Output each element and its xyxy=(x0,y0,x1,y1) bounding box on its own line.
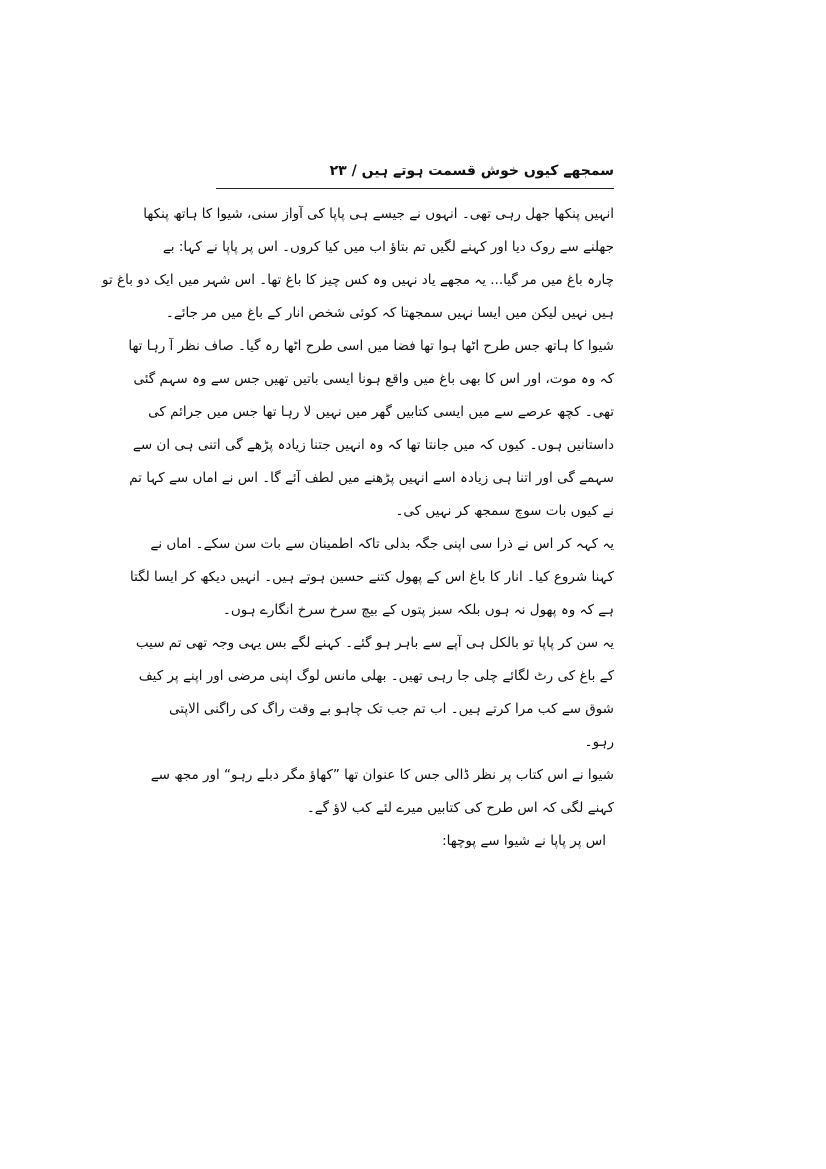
text-line: شیوا کا ہاتھ جس طرح اٹھا ہوا تھا فضا میں اسی طرح اٹھا رہ گیا۔ صاف نظر آ رہا تھا xyxy=(128,338,614,354)
text-line: جھلنے سے روک دیا اور کہنے لگیں تم بتاؤ اب میں کیا کروں۔ اس پر پاپا نے کہا: بے xyxy=(162,239,614,255)
text-line: یہ سن کر پاپا تو بالکل ہی آپے سے باہر ہو گئے۔ کہنے لگے بس یہی وجہ تھی تم سیب xyxy=(135,635,614,651)
running-header: سمجھے کیوں خوش قسمت ہوتے ہیں / ۲۳ xyxy=(329,163,614,179)
text-line: شیوا نے اس کتاب پر نظر ڈالی جس کا عنوان تھا ”کھاؤ مگر دبلے رہو“ اور مجھ سے xyxy=(150,767,614,783)
text-line: ہے کہ وہ پھول نہ ہوں بلکہ سبز پتوں کے بیچ سرخ سرخ انگارے ہوں۔ xyxy=(222,602,614,618)
text-line: تھی۔ کچھ عرصے سے میں ایسی کتابیں گھر میں نہیں لا رہا تھا جس میں جرائم کی xyxy=(148,404,614,420)
text-line: کے باغ کی رٹ لگائے چلی جا رہی تھیں۔ بھلی مانس لوگ اپنی مرضی اور اپنے پر کیف xyxy=(138,668,614,684)
paragraph xyxy=(216,825,614,858)
paragraph xyxy=(150,759,614,825)
text-line: کہنے لگی کہ اس طرح کی کتابیں میرے لئے کب لاؤ گے۔ xyxy=(306,800,614,816)
text-line: انہیں پنکھا جھل رہی تھی۔ انہوں نے جیسے ہی پاپا کی آواز سنی، شیوا کا ہاتھ پنکھا xyxy=(143,206,614,222)
text-line: رہو۔ xyxy=(584,734,614,750)
text-line: سہمے گی اور اتنا ہی زیادہ اسے انہیں پڑھنے میں لطف آئے گا۔ اس نے اماں سے کہا تم xyxy=(129,470,614,486)
page-body xyxy=(102,198,614,858)
text-line: ہیں نہیں لیکن میں ایسا نہیں سمجھتا کہ کوئی شخص انار کے باغ میں مر جائے۔ xyxy=(165,305,614,321)
text-line: کہ وہ موت، اور اس کا بھی باغ میں واقع ہونا ایسی باتیں تھیں جس سے وہ سہم گئی xyxy=(133,371,614,387)
paragraph xyxy=(129,528,614,627)
text-line: نے کیوں بات سوچ سمجھ کر نہیں کی۔ xyxy=(395,503,614,519)
text-line: شوق سے کب مرا کرتے ہیں۔ اب تم جب تک چاہو بے وقت راگ کی راگنی الاپتی xyxy=(169,701,614,717)
text-line: داستانیں ہوں۔ کیوں کہ میں جانتا تھا کہ وہ انہیں جتنا زیادہ پڑھے گی اتنی ہی ان سے xyxy=(132,437,614,453)
paragraph xyxy=(135,627,614,759)
header-rule xyxy=(216,188,614,189)
text-line: اس پر پاپا نے شیوا سے پوچھا: xyxy=(442,833,606,849)
paragraph xyxy=(102,198,614,330)
text-line: چارہ باغ میں مر گیا... یہ مجھے یاد نہیں وہ کس چیز کا باغ تھا۔ اس شہر میں ایک دو باغ تو xyxy=(102,272,614,288)
paragraph xyxy=(128,330,614,528)
text-line: کہنا شروع کیا۔ انار کا باغ اس کے پھول کتنے حسین ہوتے ہیں۔ انہیں دیکھ کر ایسا لگتا xyxy=(129,569,614,585)
text-line: یہ کہہ کر اس نے ذرا سی اپنی جگہ بدلی تاکہ اطمینان سے بات سن سکے۔ اماں نے xyxy=(150,536,614,552)
